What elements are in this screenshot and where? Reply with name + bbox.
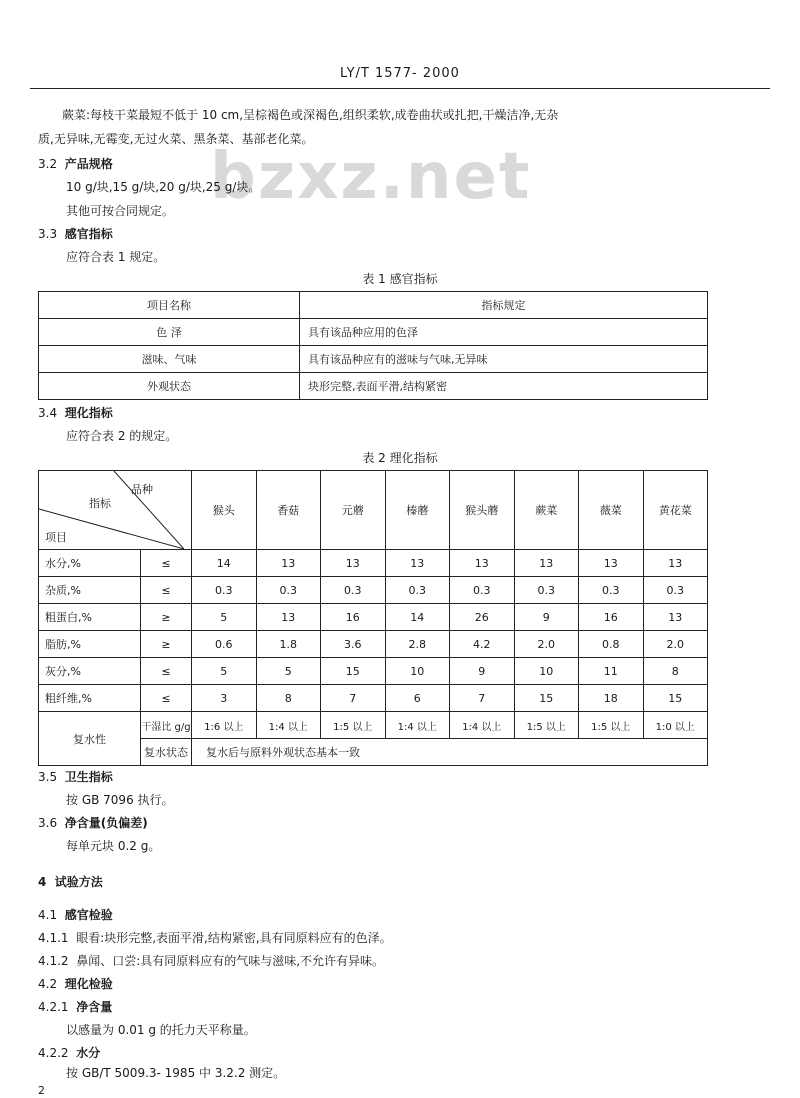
table-cell: 0.3 [643,577,708,604]
section-3-6-line-1: 每单元块 0.2 g。 [66,839,161,853]
table-cell: 块形完整,表面平滑,结构紧密 [300,373,708,400]
section-title: 产品规格 [64,157,113,171]
section-title: 净含量 [76,1000,113,1014]
table-cell: 15 [321,658,386,685]
section-title: 水分 [76,1046,101,1060]
row-label: 粗蛋白,% [39,604,141,631]
section-4-2-1-line-1: 以感量为 0.01 g 的托力天平称量。 [66,1023,256,1037]
section-number: 4.2.2 [38,1046,69,1060]
table-cell: 1:5 以上 [321,712,386,739]
table-row [39,319,708,346]
table-cell: 13 [643,604,708,631]
section-title: 净含量(负偏差) [64,816,148,830]
table-row [39,604,708,631]
section-3-5-line-1: 按 GB 7096 执行。 [66,793,174,807]
table-cell: 2.0 [514,631,579,658]
table-cell: 18 [579,685,644,712]
section-3-4-heading [38,404,113,421]
variety-header: 薇菜 [579,471,644,550]
section-title: 感官指标 [64,227,113,241]
table-cell: 1:0 以上 [643,712,708,739]
table-cell: 9 [450,658,515,685]
table-row [39,685,708,712]
state-label: 复水状态 [141,739,192,766]
variety-header: 猴头蘑 [450,471,515,550]
section-title: 试验方法 [54,875,103,889]
table-cell: 1:5 以上 [514,712,579,739]
row-label: 脂肪,% [39,631,141,658]
table-cell: 0.3 [256,577,321,604]
row-operator: ≤ [141,685,192,712]
intro-line-1: 蕨菜:每枝干菜最短不低于 10 cm,呈棕褐色或深褐色,组织柔软,成卷曲状或扎把,干燥洁净,无杂 [62,108,559,122]
table-cell: 13 [256,550,321,577]
section-4-2-heading [38,975,113,992]
table-cell: 3 [192,685,257,712]
rehydration-ratio-row [39,712,708,739]
table-cell: 13 [450,550,515,577]
section-number: 4.2 [38,977,58,991]
table-header-cell: 项目名称 [39,292,300,319]
row-operator: ≤ [141,577,192,604]
table-cell: 滋味、气味 [39,346,300,373]
section-3-2-line-1: 10 g/块,15 g/块,20 g/块,25 g/块。 [66,180,261,194]
table-cell: 5 [192,604,257,631]
section-number: 4.1.1 [38,931,69,945]
section-number: 3.2 [38,157,58,171]
section-text: 鼻闻、口尝:具有同原料应有的气味与滋味,不允许有异味。 [76,954,385,968]
table-cell: 0.3 [450,577,515,604]
corner-label-item: 项目 [45,531,67,544]
corner-label-index: 指标 [89,497,111,510]
table-cell: 5 [192,658,257,685]
table-cell: 0.3 [579,577,644,604]
table-cell: 2.8 [385,631,450,658]
table-cell: 8 [256,685,321,712]
table-cell: 13 [321,550,386,577]
section-3-2-line-2: 其他可按合同规定。 [66,204,175,218]
table-cell: 26 [450,604,515,631]
document-header: LY/T 1577- 2000 [340,66,460,81]
row-label: 灰分,% [39,658,141,685]
section-number: 4.1.2 [38,954,69,968]
table-cell: 具有该品种应用的色泽 [300,319,708,346]
section-4-1-1 [38,929,392,946]
table-cell: 0.3 [321,577,386,604]
ratio-label: 干湿比 g/g [141,712,192,739]
section-number: 4 [38,875,47,889]
row-operator: ≥ [141,631,192,658]
table-cell: 14 [385,604,450,631]
rehydration-label: 复水性 [39,712,141,766]
table-row [39,631,708,658]
section-number: 3.5 [38,770,58,784]
corner-label-variety: 品种 [131,483,153,496]
table-2-physicochemical [38,470,708,766]
table-cell: 外观状态 [39,373,300,400]
table-row [39,658,708,685]
variety-header: 元蘑 [321,471,386,550]
section-4-1-2 [38,952,384,969]
table-2-caption: 表 2 理化指标 [362,451,438,465]
table-cell: 6 [385,685,450,712]
table-header-row [39,292,708,319]
section-4-2-1-heading [38,998,112,1015]
section-3-3-heading [38,225,113,242]
table-header-cell: 指标规定 [300,292,708,319]
section-number: 3.4 [38,406,58,420]
table-cell: 14 [192,550,257,577]
table-cell: 10 [385,658,450,685]
table-cell: 1:4 以上 [385,712,450,739]
section-3-2-heading [38,155,113,172]
section-4-2-2-line-1: 按 GB/T 5009.3- 1985 中 3.2.2 测定。 [66,1066,286,1080]
variety-header: 榛蘑 [385,471,450,550]
table-cell: 0.6 [192,631,257,658]
table-cell: 7 [321,685,386,712]
section-number: 4.2.1 [38,1000,69,1014]
table-row [39,373,708,400]
table-cell: 16 [321,604,386,631]
table-cell: 13 [256,604,321,631]
table-cell: 13 [579,550,644,577]
table-row [39,346,708,373]
section-3-6-heading [38,814,148,831]
section-text: 眼看:块形完整,表面平滑,结构紧密,具有同原料应有的色泽。 [76,931,392,945]
table-cell: 4.2 [450,631,515,658]
table-cell: 色 泽 [39,319,300,346]
section-title: 理化指标 [64,406,113,420]
watermark: bzxz.net [210,140,532,214]
table-header-row [39,471,708,550]
table-cell: 0.8 [579,631,644,658]
table-cell: 13 [385,550,450,577]
table-cell: 15 [643,685,708,712]
table-cell: 1:4 以上 [450,712,515,739]
section-title: 理化检验 [64,977,113,991]
table-cell: 8 [643,658,708,685]
table-1-caption: 表 1 感官指标 [362,272,438,286]
variety-header: 黄花菜 [643,471,708,550]
state-value: 复水后与原料外观状态基本一致 [192,739,708,766]
diagonal-header-cell [39,471,192,550]
table-cell: 1:5 以上 [579,712,644,739]
row-operator: ≥ [141,604,192,631]
table-cell: 9 [514,604,579,631]
section-3-4-line-1: 应符合表 2 的规定。 [66,429,178,443]
table-cell: 13 [514,550,579,577]
table-cell: 15 [514,685,579,712]
table-cell: 2.0 [643,631,708,658]
table-cell: 10 [514,658,579,685]
section-title: 感官检验 [64,908,113,922]
table-cell: 5 [256,658,321,685]
table-cell: 3.6 [321,631,386,658]
table-cell: 1:6 以上 [192,712,257,739]
page-number: 2 [38,1084,45,1097]
section-4-heading [38,873,103,890]
header-rule [30,88,770,89]
table-cell: 0.3 [514,577,579,604]
row-label: 粗纤维,% [39,685,141,712]
section-4-2-2-heading [38,1044,100,1061]
table-cell: 0.3 [385,577,450,604]
row-operator: ≤ [141,658,192,685]
table-row [39,550,708,577]
table-cell: 16 [579,604,644,631]
section-title: 卫生指标 [64,770,113,784]
intro-line-2: 质,无异味,无霉变,无过火菜、黑条菜、基部老化菜。 [38,132,314,146]
section-number: 3.3 [38,227,58,241]
section-number: 4.1 [38,908,58,922]
table-cell: 1.8 [256,631,321,658]
variety-header: 香菇 [256,471,321,550]
table-row [39,577,708,604]
section-3-5-heading [38,768,113,785]
table-cell: 0.3 [192,577,257,604]
variety-header: 蕨菜 [514,471,579,550]
table-cell: 11 [579,658,644,685]
row-label: 水分,% [39,550,141,577]
section-4-1-heading [38,906,113,923]
table-cell: 1:4 以上 [256,712,321,739]
section-3-3-line-1: 应符合表 1 规定。 [66,250,166,264]
table-cell: 7 [450,685,515,712]
row-label: 杂质,% [39,577,141,604]
section-number: 3.6 [38,816,58,830]
table-cell: 具有该品种应有的滋味与气味,无异味 [300,346,708,373]
row-operator: ≤ [141,550,192,577]
variety-header: 猴头 [192,471,257,550]
table-1-sensory [38,291,708,400]
table-cell: 13 [643,550,708,577]
